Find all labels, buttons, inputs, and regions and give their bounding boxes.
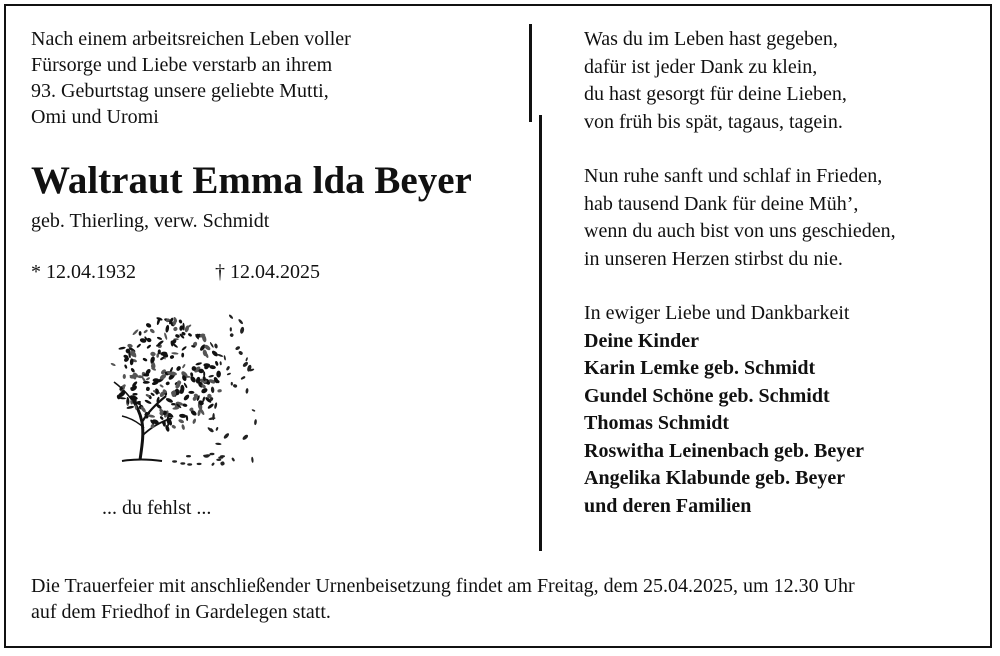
- funeral-info-line: Die Trauerfeier mit anschließender Urnenbeisetzung findet am Freitag, dem 25.04.2025, um 12.30 Uhr: [31, 575, 855, 597]
- poem-line: hab tausend Dank für deine Müh’,: [584, 192, 859, 215]
- windblown-tree-icon: [100, 296, 260, 472]
- mourner-name: Roswitha Leinenbach geb. Beyer: [584, 439, 864, 462]
- intro-line: Omi und Uromi: [31, 106, 159, 128]
- poem-line: dafür ist jeder Dank zu klein,: [584, 55, 818, 78]
- tree-caption: ... du fehlst ...: [102, 497, 212, 519]
- mourner-name: Thomas Schmidt: [584, 412, 730, 434]
- intro-line: Nach einem arbeitsreichen Leben voller: [31, 28, 351, 50]
- intro-text: [31, 26, 501, 130]
- mourner-name: Gundel Schöne geb. Schmidt: [584, 384, 830, 407]
- poem-line: Nun ruhe sanft und schlaf in Frieden,: [584, 165, 883, 187]
- column-divider: [539, 115, 542, 551]
- poem-line: Was du im Leben hast gegeben,: [584, 28, 838, 50]
- intro-line: 93. Geburtstag unsere geliebte Mutti,: [31, 80, 329, 102]
- mourner-name: Angelika Klabunde geb. Beyer: [584, 467, 846, 489]
- deceased-name: Waltraut Emma lda Beyer: [31, 159, 472, 202]
- funeral-info-line: auf dem Friedhof in Gardelegen statt.: [31, 601, 331, 623]
- poem-stanza-2: [584, 163, 896, 273]
- mourners-intro: In ewiger Liebe und Dankbarkeit: [584, 302, 850, 324]
- death-date: † 12.04.2025: [215, 261, 320, 283]
- mourner-name: und deren Familien: [584, 494, 752, 517]
- funeral-info: [31, 573, 981, 625]
- poem-line: du hast gesorgt für deine Lieben,: [584, 83, 847, 105]
- intro-line: Fürsorge und Liebe verstarb an ihrem: [31, 54, 333, 76]
- mourners-list: [584, 300, 864, 520]
- mourner-name: Karin Lemke geb. Schmidt: [584, 357, 816, 379]
- mourner-name: Deine Kinder: [584, 329, 699, 352]
- birth-date: * 12.04.1932: [31, 261, 136, 283]
- poem-stanza-1: [584, 26, 984, 136]
- poem-line: in unseren Herzen stirbst du nie.: [584, 247, 843, 270]
- poem-line: wenn du auch bist von uns geschieden,: [584, 220, 896, 242]
- poem-line: von früh bis spät, tagaus, tagein.: [584, 110, 843, 133]
- column-divider-top: [529, 24, 532, 122]
- deceased-maiden-name: geb. Thierling, verw. Schmidt: [31, 210, 270, 232]
